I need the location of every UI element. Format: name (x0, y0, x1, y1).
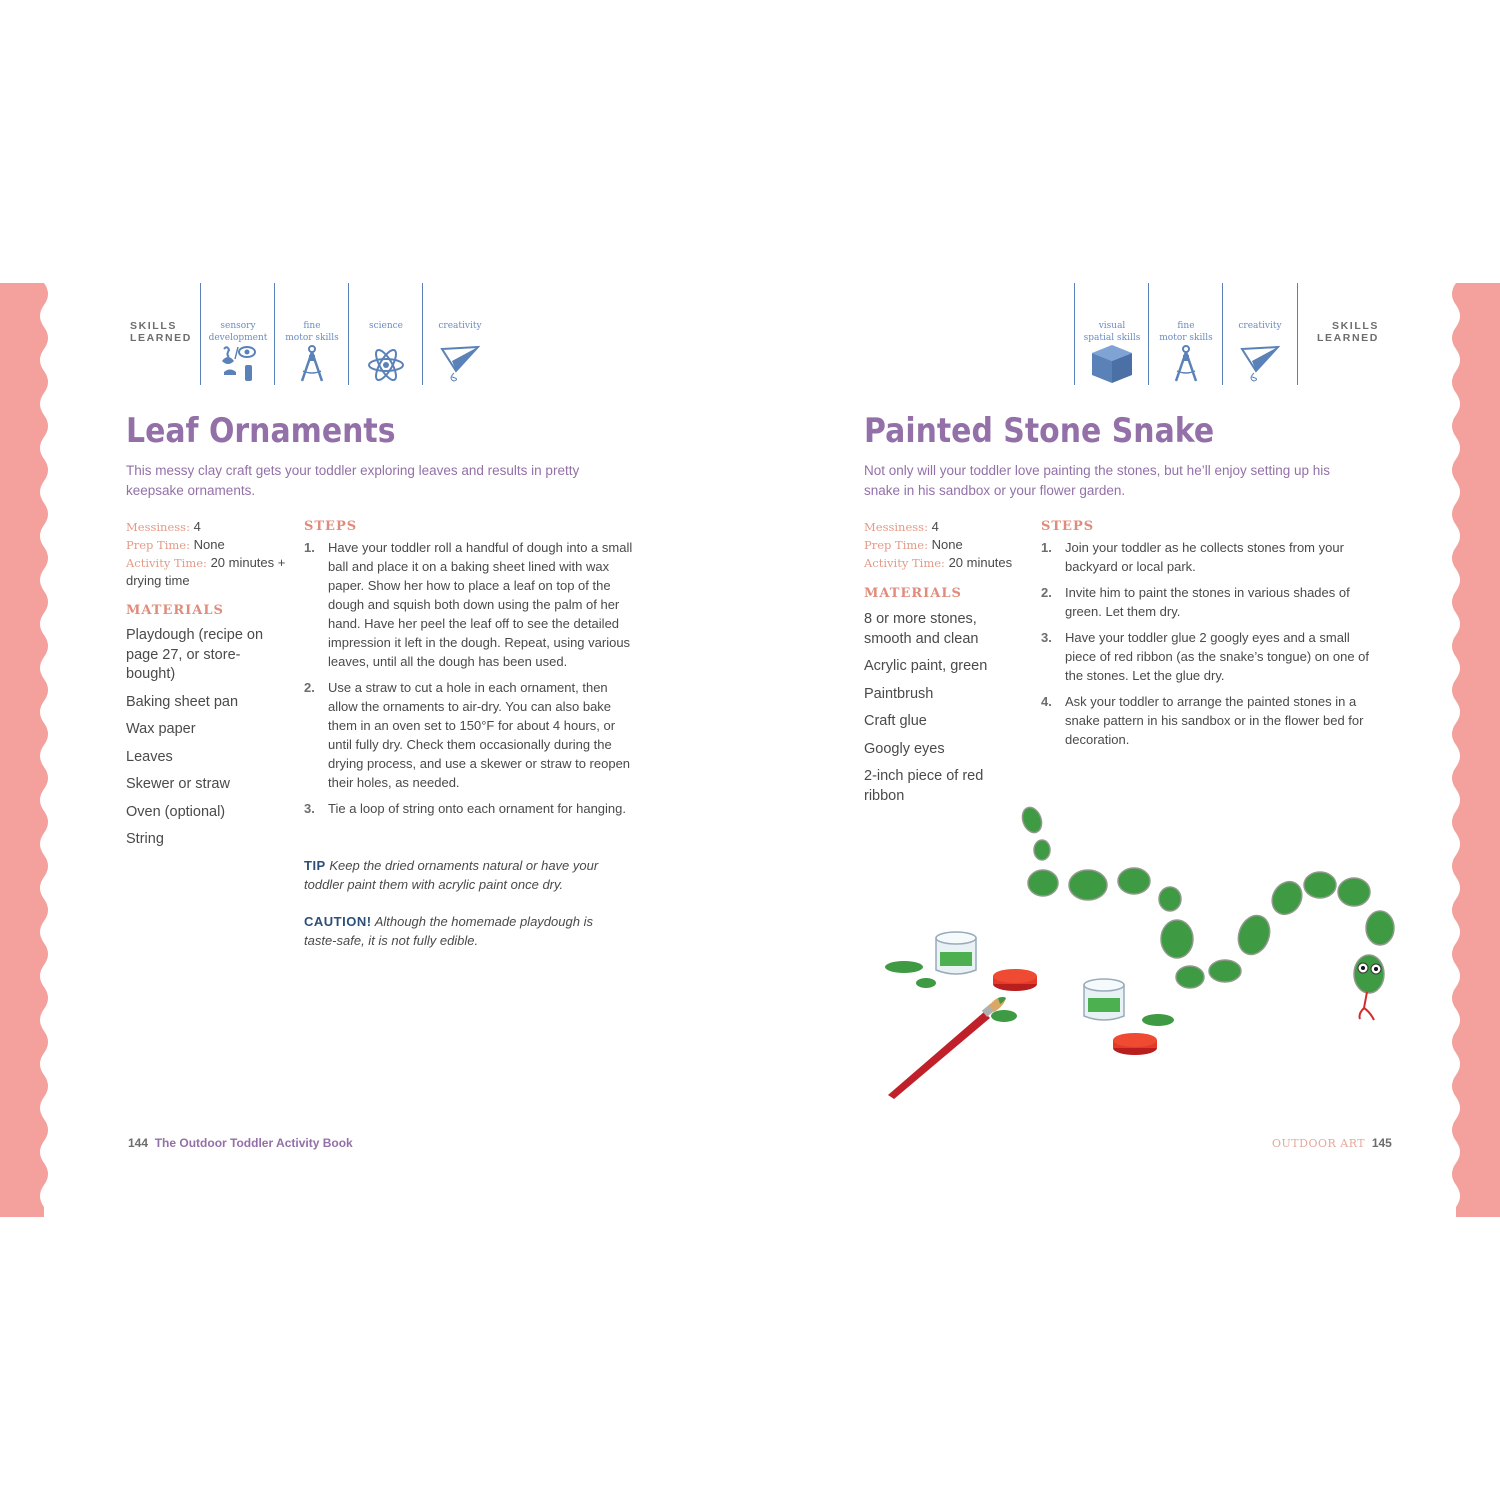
step-item: 3. Tie a loop of string onto each ornament for hanging. (304, 801, 626, 816)
list-item: 2-inch piece of red ribbon (864, 768, 984, 804)
list-item: Leaves (126, 748, 173, 765)
steps-list (1041, 538, 1374, 756)
footer (1272, 1136, 1392, 1150)
caution-note: CAUTION! Although the homemade playdough is taste-safe, it is not fully edible. (304, 914, 593, 948)
materials-heading: MATERIALS (864, 586, 962, 601)
step-item: 3. Have your toddler glue 2 googly eyes and a small piece of red ribbon (as the snake’s tongue) on one of the stones. Let the glue dry. (1041, 630, 1370, 683)
compass-icon (1166, 343, 1206, 383)
steps-heading: STEPS (1041, 519, 1095, 534)
skill-fine-motor (1148, 283, 1223, 385)
list-item: Googly eyes (864, 740, 945, 757)
skill-sensory-development (200, 283, 275, 385)
step-item: 2. Use a straw to cut a hole in each ornament, then allow the ornaments to air-dry. You can also bake them in an oven set to 150°F for about 4 hours, or until fully dry. Check them occasionally during the drying process, and use a skewer or straw to reopen their holes, as needed. (304, 680, 631, 790)
materials-heading: MATERIALS (126, 603, 224, 618)
skill-fine-motor (274, 283, 349, 385)
skill-label: fine motor skills (285, 321, 339, 343)
list-item: Oven (optional) (126, 803, 226, 820)
footer (128, 1136, 353, 1150)
right-page (750, 283, 1448, 1217)
left-page (52, 283, 750, 1217)
skill-visual-spatial (1074, 283, 1149, 385)
list-item: 8 or more stones, smooth and clean (864, 611, 979, 647)
materials-list (126, 626, 266, 858)
activity-meta: Messiness: 4 Prep Time: None Activity Time: 20 minutes + drying time (126, 519, 286, 588)
intro-text: This messy clay craft gets your toddler exploring leaves and results in pretty keepsake ornaments. (126, 463, 580, 498)
skills-learned-label: SKILLS LEARNED (1317, 320, 1379, 344)
page-title: Leaf Ornaments (126, 411, 396, 451)
left-page-edge (0, 283, 52, 1217)
list-item: Baking sheet pan (126, 693, 239, 710)
list-item: String (126, 831, 164, 847)
skill-label: visual spatial skills (1083, 321, 1141, 343)
stone-snake-illustration (880, 798, 1400, 1103)
tip-note: TIP Keep the dried ornaments natural or have your toddler paint them with acrylic paint once dry. (304, 858, 599, 892)
step-item: 1. Have your toddler roll a handful of dough into a small ball and place it on a baking sheet lined with wax paper. Show her how to place a leaf on top of the dough and squish both down using the palm of her hand. Have her peel the leaf off to see the detailed impression it left in the dough. Repeat, using various leaves, until all the dough has been used. (304, 540, 633, 669)
section-name: OUTDOOR ART (1272, 1137, 1366, 1150)
list-item: Playdough (recipe on page 27, or store-bought) (126, 627, 264, 682)
skill-label: creativity (438, 321, 482, 331)
cube-icon (1092, 343, 1132, 383)
list-item: Craft glue (864, 713, 927, 729)
skills-learned-label: SKILLS LEARNED (130, 320, 192, 344)
steps-list (304, 538, 638, 825)
skill-label: science (368, 321, 404, 331)
skill-science (348, 283, 423, 385)
sensory-icon (218, 343, 258, 383)
skill-creativity (1222, 283, 1298, 385)
compass-icon (292, 343, 332, 383)
skill-label: sensory development (208, 321, 268, 343)
paper-plane-icon (440, 343, 480, 383)
book-title: The Outdoor Toddler Activity Book (154, 1136, 353, 1150)
step-item: 1. Join your toddler as he collects stones from your backyard or local park. (1041, 540, 1344, 574)
list-item: Wax paper (126, 721, 196, 737)
list-item: Acrylic paint, green (864, 658, 988, 674)
skill-label: fine motor skills (1159, 321, 1213, 343)
atom-icon (366, 343, 406, 383)
list-item: Paintbrush (864, 685, 934, 702)
paper-plane-icon (1240, 343, 1280, 383)
intro-text: Not only will your toddler love painting the stones, but he’ll enjoy setting up his snake in his sandbox or your flower garden. (864, 463, 1331, 498)
skill-creativity (422, 283, 497, 385)
activity-meta: Messiness: 4 Prep Time: None Activity Time: 20 minutes (864, 519, 1013, 570)
materials-list (864, 610, 994, 814)
skill-label: creativity (1238, 321, 1282, 331)
book-spread (0, 283, 1500, 1217)
page-number: 144 (128, 1136, 149, 1150)
right-page-edge (1448, 283, 1500, 1217)
step-item: 2. Invite him to paint the stones in various shades of green. Let them dry. (1041, 585, 1350, 619)
page-number: 145 (1371, 1136, 1392, 1150)
page-title: Painted Stone Snake (864, 411, 1215, 451)
step-item: 4. Ask your toddler to arrange the painted stones in a snake pattern in his sandbox or in the flower bed for decoration. (1041, 694, 1364, 747)
steps-heading: STEPS (304, 519, 358, 534)
list-item: Skewer or straw (126, 776, 230, 792)
